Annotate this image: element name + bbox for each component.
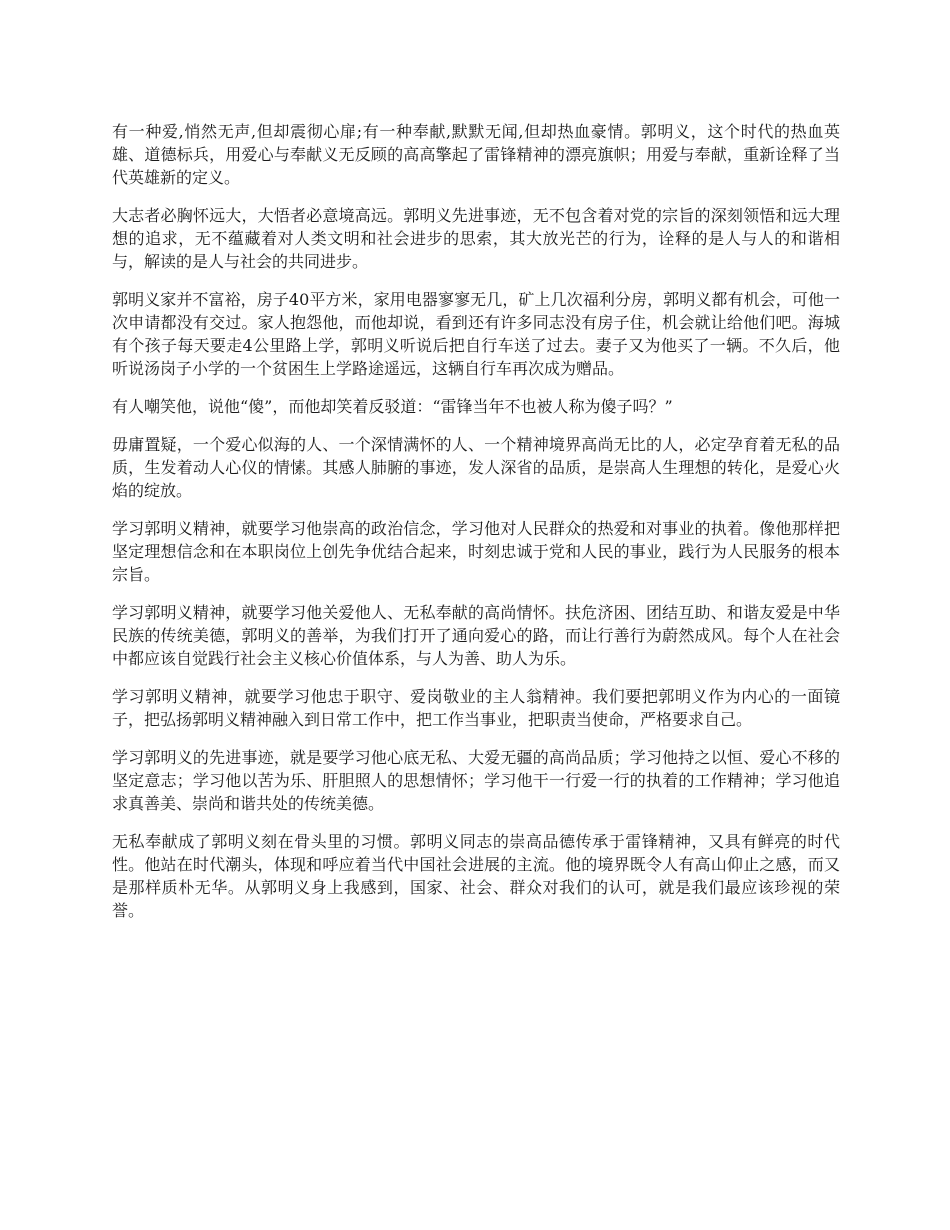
paragraph-2: 大志者必胸怀远大，大悟者必意境高远。郭明义先进事迹，无不包含着对党的宗旨的深刻领悟和远大理想的追求，无不蕴藏着对人类文明和社会进步的思索，其大放光芒的行为，诠释的是人与人的和谐相与，解读的是人与社会的共同进步。 — [112, 206, 840, 271]
paragraph-8: 学习郭明义精神，就要学习他忠于职守、爱岗敬业的主人翁精神。我们要把郭明义作为内心的一面镜子，把弘扬郭明义精神融入到日常工作中，把工作当事业，把职责当使命，严格要求自己。 — [112, 687, 840, 729]
paragraph-6: 学习郭明义精神，就要学习他崇高的政治信念，学习他对人民群众的热爱和对事业的执着。像他那样把坚定理想信念和在本职岗位上创先争优结合起来，时刻忠诚于党和人民的事业，践行为人民服务的根本宗旨。 — [112, 519, 840, 584]
document-body — [112, 120, 840, 937]
paragraph-7: 学习郭明义精神，就要学习他关爱他人、无私奉献的高尚情怀。扶危济困、团结互助、和谐友爱是中华民族的传统美德，郭明义的善举，为我们打开了通向爱心的路，而让行善行为蔚然成风。每个人在社会中都应该自觉践行社会主义核心价值体系，与人为善、助人为乐。 — [112, 603, 840, 668]
paragraph-9: 学习郭明义的先进事迹，就是要学习他心底无私、大爱无疆的高尚品质；学习他持之以恒、爱心不移的坚定意志；学习他以苦为乐、肝胆照人的思想情怀；学习他干一行爱一行的执着的工作精神；学习他追求真善美、崇尚和谐共处的传统美德。 — [112, 748, 840, 813]
paragraph-5: 毋庸置疑，一个爱心似海的人、一个深情满怀的人、一个精神境界高尚无比的人，必定孕育着无私的品质，生发着动人心仪的情愫。其感人肺腑的事迹，发人深省的品质，是崇高人生理想的转化，是爱心火焰的绽放。 — [112, 435, 840, 500]
paragraph-3: 郭明义家并不富裕，房子40平方米，家用电器寥寥无几，矿上几次福利分房，郭明义都有机会，可他一次申请都没有交过。家人抱怨他，而他却说，看到还有许多同志没有房子住，机会就让给他们吧。海城有个孩子每天要走4公里路上学，郭明义听说后把自行车送了过去。妻子又为他买了一辆。不久后，他听说汤岗子小学的一个贫困生上学路途遥远，这辆自行车再次成为赠品。 — [112, 290, 840, 378]
paragraph-10: 无私奉献成了郭明义刻在骨头里的习惯。郭明义同志的崇高品德传承于雷锋精神，又具有鲜亮的时代性。他站在时代潮头，体现和呼应着当代中国社会进展的主流。他的境界既令人有高山仰止之感，而又是那样质朴无华。从郭明义身上我感到，国家、社会、群众对我们的认可，就是我们最应该珍视的荣誉。 — [112, 832, 840, 920]
paragraph-1: 有一种爱,悄然无声,但却震彻心扉;有一种奉献,默默无闻,但却热血豪情。郭明义，这个时代的热血英雄、道德标兵，用爱心与奉献义无反顾的高高擎起了雷锋精神的漂亮旗帜；用爱与奉献，重新诠释了当代英雄新的定义。 — [112, 122, 840, 187]
paragraph-4: 有人嘲笑他，说他“傻”，而他却笑着反驳道：“雷锋当年不也被人称为傻子吗？” — [112, 397, 673, 416]
